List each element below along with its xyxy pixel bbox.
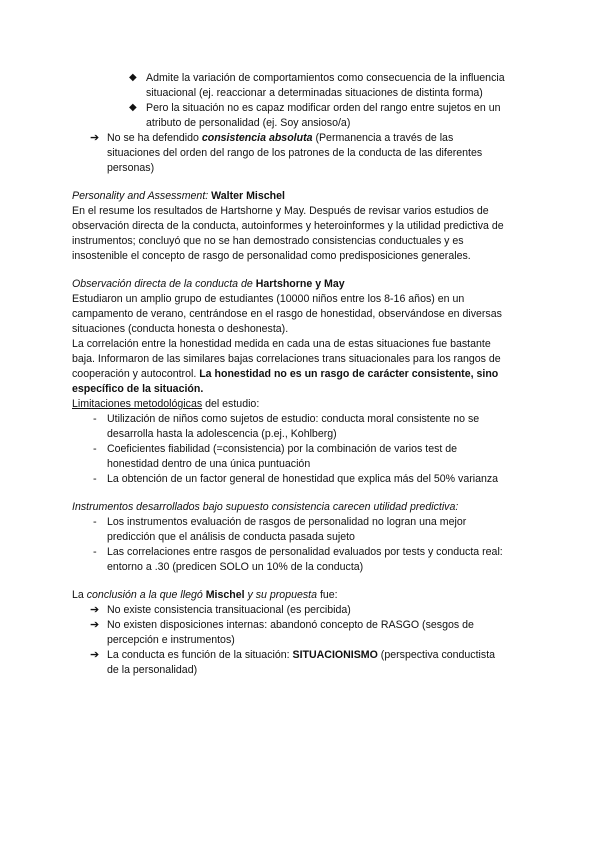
heading-bold: Hartshorne y May [255,278,345,290]
text-line: desarrolla hasta la adolescencia (p.ej., Kohlberg) [107,428,337,440]
heading-italic: y su propuesta [244,589,317,601]
arrow-bullet-icon: ➔ [90,604,100,616]
text-line: situaciones del orden del rango de los patrones de la conducta de las diferentes [107,147,483,159]
heading-italic: Personality and Assessment [72,190,206,202]
arrow-bullet-icon: ➔ [90,619,100,631]
text-span: del estudio: [202,398,260,410]
heading-bold: Walter Mischel [211,190,285,202]
text-line: Coeficientes fiabilidad (=consistencia) por la combinación de varios test de [107,443,458,455]
text-line: atributo de personalidad (ej. Soy ansioso/a) [146,117,351,129]
text-span: cooperación y autocontrol. [72,368,200,380]
text-line: predicción que el análisis de conducta pasada sujeto [107,531,355,543]
dash-bullet-icon: - [93,413,97,425]
diamond-bullet-icon: ◆ [129,102,137,113]
dash-bullet-icon: - [93,443,97,455]
heading-sep: : [205,190,212,202]
heading-italic: Instrumentos desarrollados bajo supuesto consistencia carecen utilidad predictiva: [72,501,459,513]
text-line: situacional (ej. reaccionar a determinadas situaciones de distinta forma) [146,87,483,99]
bold-text: específico de la situación. [72,383,204,395]
heading-bold: Mischel [205,589,245,601]
text-line: Utilización de niños como sujetos de estudio: conducta moral consistente no se [107,413,480,425]
text-line: percepción e instrumentos) [107,634,235,646]
text-line [72,397,259,411]
dash-bullet-icon: - [93,516,97,528]
section-heading [72,500,458,514]
heading-italic: Observación directa de la conducta de [72,278,256,290]
text-span: (perspectiva conductista [377,649,496,661]
dash-bullet-icon: - [93,473,97,485]
heading-italic: conclusión a la que llegó [86,589,206,601]
text-line: No existe consistencia transituacional (es percibida) [107,604,351,616]
text-line: instrumentos; concluyó que no se han demostrado consistencias conductuales y es [72,235,464,247]
text-line: Estudiaron un amplio grupo de estudiantes (10000 niños entre los 8-16 años) en un [72,293,465,305]
arrow-bullet-icon: ➔ [90,132,100,144]
section-heading [72,189,285,203]
section-heading [72,588,338,602]
text-line: Admite la variación de comportamientos como consecuencia de la influencia [146,72,505,84]
text-line: Los instrumentos evaluación de rasgos de personalidad no logran una mejor [107,516,467,528]
bold-text: SITUACIONISMO [292,649,378,661]
text-line: La correlación entre la honestidad medida en cada una de estas situaciones fue bastante [72,338,491,350]
text-line: personas) [107,162,155,174]
text-line: En el resume los resultados de Hartshorne y May. Después de revisar varios estudios de [72,205,489,217]
text-line: No existen disposiciones internas: abandonó concepto de RASGO (sesgos de [107,619,474,631]
text-span: (Permanencia a través de las [312,132,454,144]
text-line: entorno a .30 (predicen SOLO un 10% de la conducta) [107,561,364,573]
emphasis-text: consistencia absoluta [201,132,313,144]
text-line [72,382,203,396]
text-line: honestidad dentro de una única puntuación [107,458,311,470]
text-line [107,131,453,145]
text-line [107,648,495,662]
underlined-text: Limitaciones metodológicas [72,398,203,410]
text-line: La obtención de un factor general de honestidad que explica más del 50% varianza [107,473,499,485]
diamond-bullet-icon: ◆ [129,72,137,83]
section-heading [72,277,345,291]
text-line: observación directa de la conducta, autoinformes y heteroinformes y la utilidad predictiva de [72,220,504,232]
text-span: fue: [317,589,338,601]
text-line: Pero la situación no es capaz modificar orden del rango entre sujetos en un [146,102,501,114]
dash-bullet-icon: - [93,546,97,558]
bold-text: La honestidad no es un rasgo de carácter consistente, sino [199,368,499,380]
arrow-bullet-icon: ➔ [90,649,100,661]
text-line: campamento de verano, centrándose en el rasgo de honestidad, observándose en diversas [72,308,502,320]
text-line: de la personalidad) [107,664,198,676]
text-line: Las correlaciones entre rasgos de personalidad evaluados por tests y conducta real: [107,546,503,558]
text-line: insostenible el concepto de rasgo de personalidad como predisposiciones generales. [72,250,471,262]
text-span: No se ha defendido [107,132,202,144]
text-line [72,367,498,381]
text-span: La [72,589,87,601]
text-span: La conducta es función de la situación: [107,649,293,661]
text-line: situaciones (conducta honesta o deshonesta). [72,323,289,335]
text-line: baja. Informaron de las similares bajas correlaciones trans situacionales para los rangos de [72,353,501,365]
